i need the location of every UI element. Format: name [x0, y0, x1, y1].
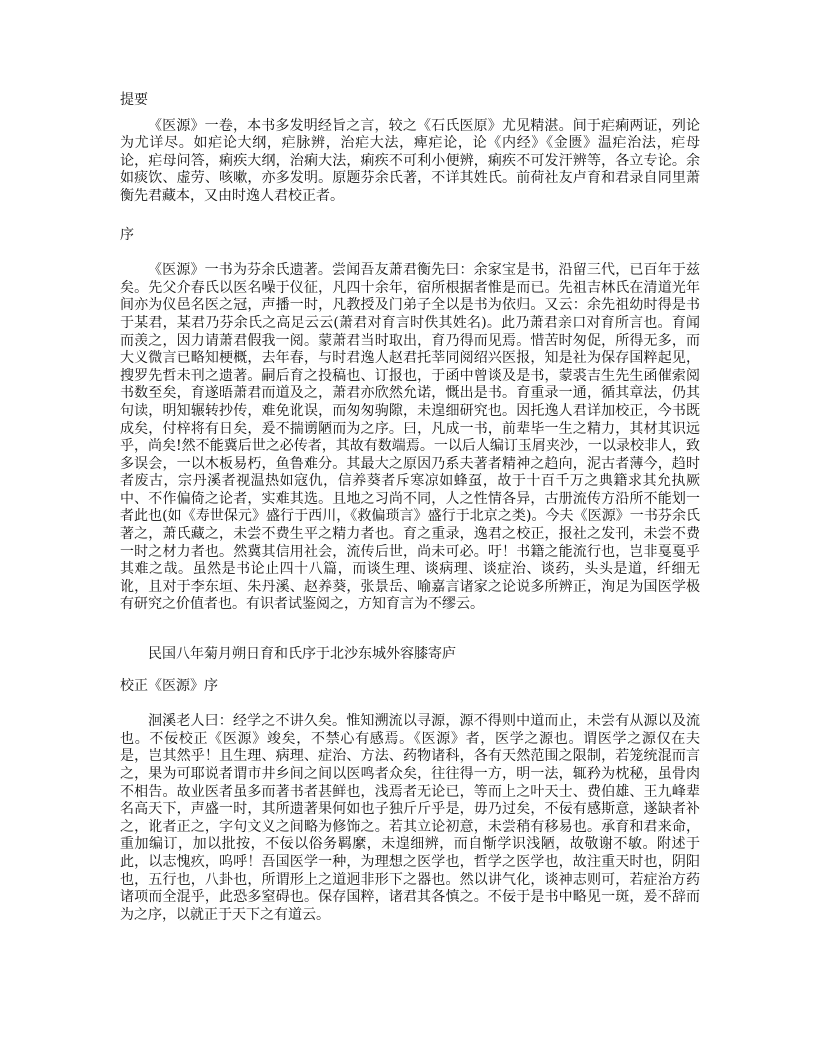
preface-heading: 序 [120, 226, 134, 243]
preface-signature: 民国八年菊月朔日育和氏序于北沙东城外容膝寄庐 [148, 646, 456, 663]
collation-preface-heading: 校正《医源》序 [120, 677, 218, 694]
abstract-paragraph: 《医源》一卷，本书多发明经旨之言，较之《石氏医原》尤见精湛。间于疟痢两证，列论为尤详尽。如疟论大纲，疟脉辨，治疟大法，痺疟论，论《内经》《金匮》温疟治法，疟母论，疟母问答，痢疾大纲，治痢大法，痢疾不可利小便辨，痢疾不可发汗辨等，各立专论。余如痰饮、虚劳、咳嗽，亦多发明。原题芬余氏著，不详其姓氏。前荷社友卢育和君录自同里萧衡先君藏本，又由时逸人君校正者。 [120, 117, 700, 204]
document-page [120, 92, 700, 924]
collation-preface-paragraph: 洄溪老人曰：经学之不讲久矣。惟知溯流以寻源，源不得则中道而止，未尝有从源以及流也。不佞校正《医源》竣矣，不禁心有感焉。《医源》者，医学之源也。谓医学之源仅在夫是，岂其然乎！且生理、病理、症治、方法、药物诸科，各有天然范围之限制，若笼统混而言之，果为可耶说者谓市井乡间之间以医鸣者众矣，往往得一方，明一法，辄矜为枕秘，虽骨肉不相告。故业医者虽多而著书者甚鲜也，浅焉者无论已，等而上之叶天士、费伯雄、王九峰辈名高天下，声盛一时，其所遗著果何如也子独斤斤乎是，毋乃过矣，不佞有感斯意，遂缺者补之，讹者正之，字句文义之间略为修饰之。若其立论初意，未尝稍有移易也。承育和君来命，重加编订，加以批按，不佞以俗务羁縻，未遑细辨，而自惭学识浅陋，故敬谢不敏。附述于此，以志愧疚，呜呼！吾国医学一种，为理想之医学也，哲学之医学也，故注重天时也，阴阳也，五行也，八卦也，所谓形上之道迥非形下之器也。然以讲气化，谈神志则可，若症治方药诸项而全混乎，此恐多窒碍也。保存国粹，诸君其各慎之。不佞于是书中略见一斑，爰不辞而为之序，以就正于天下之有道云。 [120, 713, 700, 923]
preface-paragraph: 《医源》一书为芬余氏遗著。尝闻吾友萧君衡先曰：余家宝是书，沿留三代，已百年于兹矣。先父介春氏以医名噪于仪征，凡四十余年，宿所根据者惟是而已。先祖吉林氏在清道光年间亦为仪邑名医之冠，声播一时，凡教授及门弟子全以是书为依归。又云：余先祖幼时得是书于某君，某君乃芬余氏之高足云云(萧君对育言时佚其姓名)。此乃萧君亲口对育所言也。育闻而羡之，因力请萧君假我一阅。蒙萧君当时取出，育乃得而见焉。惜苦时匆促，所得无多，而大义微言已略知梗概，去年春，与时君逸人赵君托莘同阅绍兴医报，知是社为保存国粹起见，搜罗先哲未刊之遗著。嗣后育之投稿也、订报也，于函中曾谈及是书，蒙裘吉生先生函催索阅书数至矣，育遂晤萧君而道及之，萧君亦欣然允诺，慨出是书。育重录一通，循其章法，仍其句读，明知辗转抄传，难免讹误，而匆匆驹隙，未遑细研究也。因托逸人君详加校正，今书既成矣，付梓将有日矣，爰不揣谫陋而为之序。曰，凡成一书，前辈毕一生之精力，其材其识远乎，尚矣!然不能冀后世之必传者，其故有数端焉。一以后人编订玉屑夹沙，一以录校非人，致多误会，一以木板易朽，鱼鲁难分。其最大之原因乃系夫著者精神之趋向，泥古者薄今，趋时者废古，宗丹溪者视温热如寇仇，信养葵者斥寒凉如蜂虿，故于十百千万之典籍求其允执厥中、不作偏倚之论者，实难其选。且地之习尚不同，人之性情各异，古册流传方沿所不能划一者此也(如《寿世保元》盛行于西川，《救偏琐言》盛行于北京之类)。今夫《医源》一书芬余氏著之，萧氏藏之，未尝不费生平之精力者也。育之重录，逸君之校正，报社之发刊，未尝不费一时之材力者也。然冀其信用社会，流传后世，尚未可必。吁！书籍之能流行也，岂非戛戛乎其难之哉。虽然是书论止四十八篇，而谈生理、谈病理、谈症治、谈药，头头是道，纤细无讹，且对于李东垣、朱丹溪、赵养葵，张景岳、喻嘉言诸家之论说多所辨正，洵足为国医学极有研究之价值者也。有识者试鉴阅之，方知育言为不缪云。 [120, 262, 700, 613]
abstract-heading: 提要 [120, 92, 148, 108]
